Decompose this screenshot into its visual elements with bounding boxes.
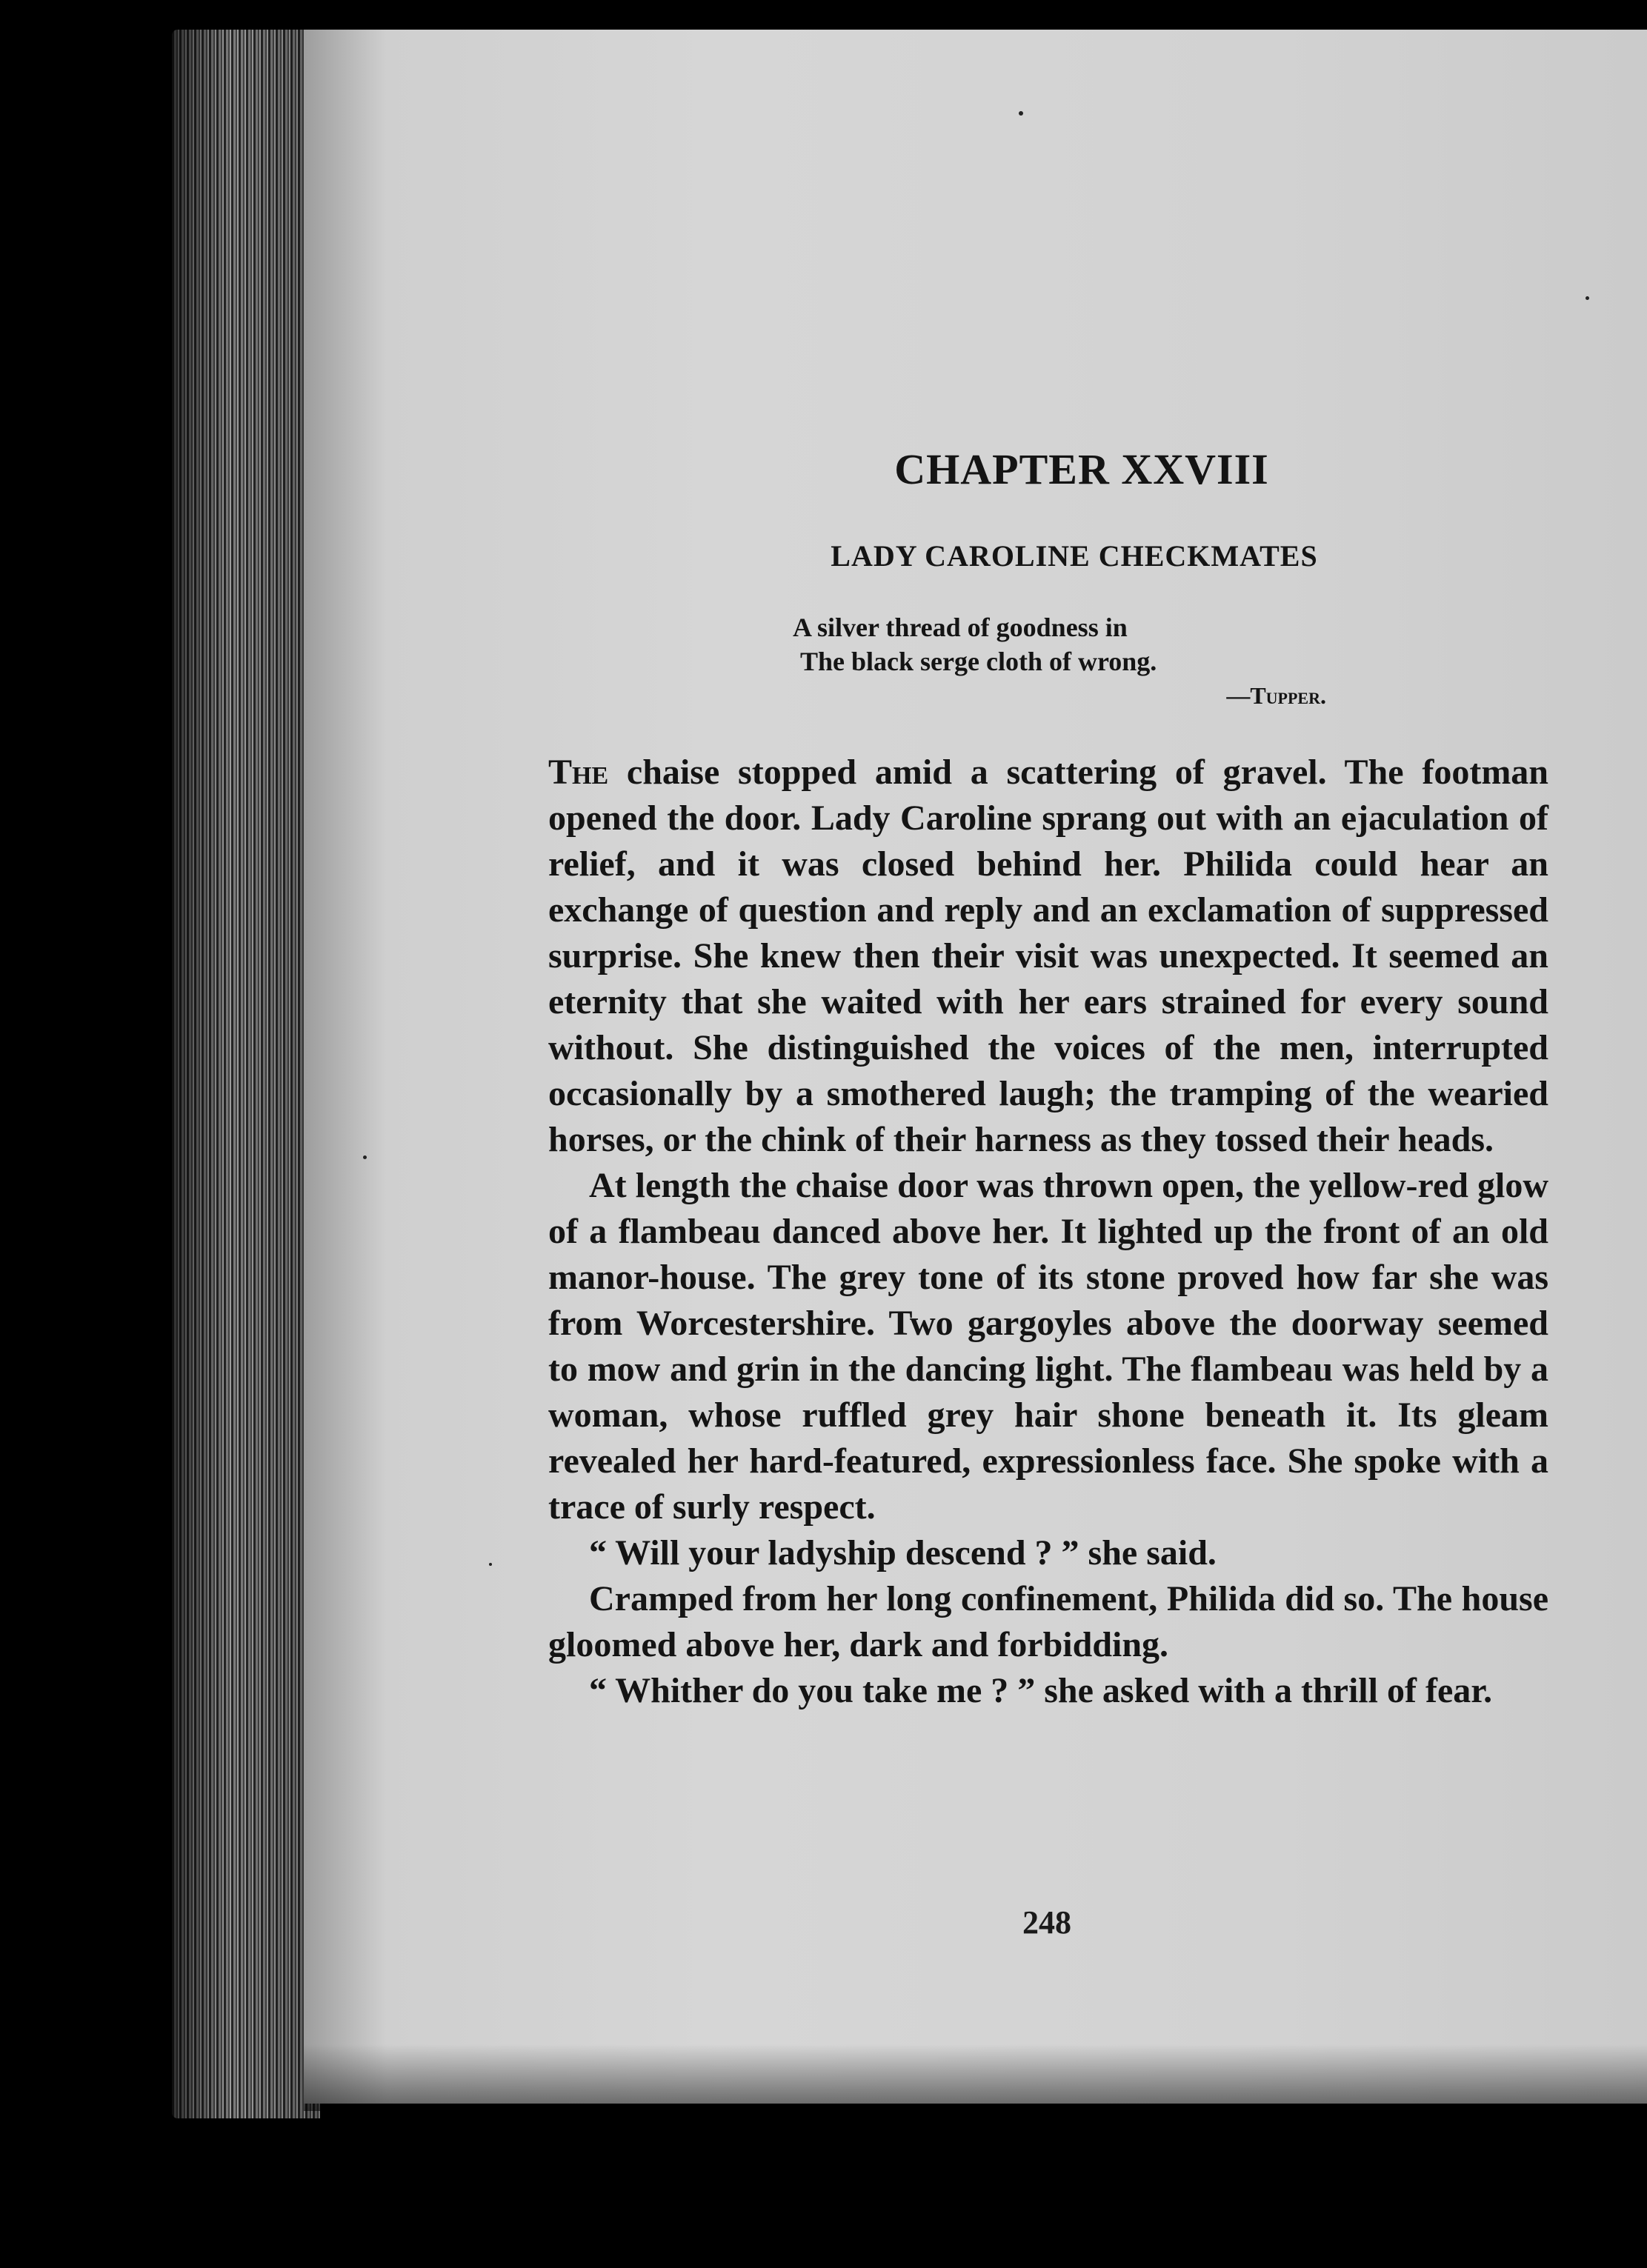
chapter-title: CHAPTER XXVIII — [894, 445, 1269, 493]
scan-speck — [1586, 296, 1589, 300]
paragraph-text: chaise stopped amid a scattering of gravel. The footman opened the door. Lady Caroline sprang out with an ejaculation of relief, and it was closed behind her. Philida could hear an exchange of question and reply and an exclamation of suppressed surprise. She knew then their visit was unexpected. It seemed an eternity that she waited with her ears strained for every sound without. She distinguished the voices of the men, interrupted occasionally by a smothered laugh; the tramping of the wearied horses, or the chink of their harness as they tossed their heads. — [548, 753, 1548, 1159]
page-number: 248 — [1022, 1904, 1071, 1941]
body-paragraph: “ Whither do you take me ? ” she asked with a thrill of fear. — [589, 1671, 1493, 1710]
body-paragraph: Cramped from her long confinement, Philida did so. The house gloomed above her, dark and forbidding. — [548, 1579, 1548, 1664]
paragraph-lead-word: The — [548, 753, 609, 792]
epigraph-line: A silver thread of goodness in — [793, 613, 1128, 642]
body-paragraph: At length the chaise door was thrown open, the yellow-red glow of a flambeau danced above her. It lighted up the front of an old manor-house. The grey tone of its stone proved how far she was from Worcestershire. Two gargoyles above the doorway seemed to mow and grin in the dancing light. The flambeau was held by a woman, whose ruffled grey hair shone beneath it. Its gleam revealed her hard-featured, expressionless face. She spoke with a trace of surly respect. — [548, 1166, 1548, 1527]
epigraph — [793, 610, 1326, 713]
chapter-subtitle: LADY CAROLINE CHECKMATES — [831, 539, 1318, 573]
body-paragraph — [548, 750, 1548, 1163]
epigraph-attribution: —Tupper. — [1226, 682, 1326, 709]
body-paragraph: “ Will your ladyship descend ? ” she said. — [589, 1533, 1217, 1572]
scan-speck — [363, 1155, 367, 1159]
epigraph-line: The black serge cloth of wrong. — [800, 647, 1157, 676]
page-content — [548, 444, 1548, 1714]
page-bottom-shadow — [304, 2044, 1647, 2111]
fore-edge-shadow — [172, 30, 320, 2118]
scan-speck — [489, 1563, 492, 1566]
scan-speck — [1019, 111, 1023, 116]
